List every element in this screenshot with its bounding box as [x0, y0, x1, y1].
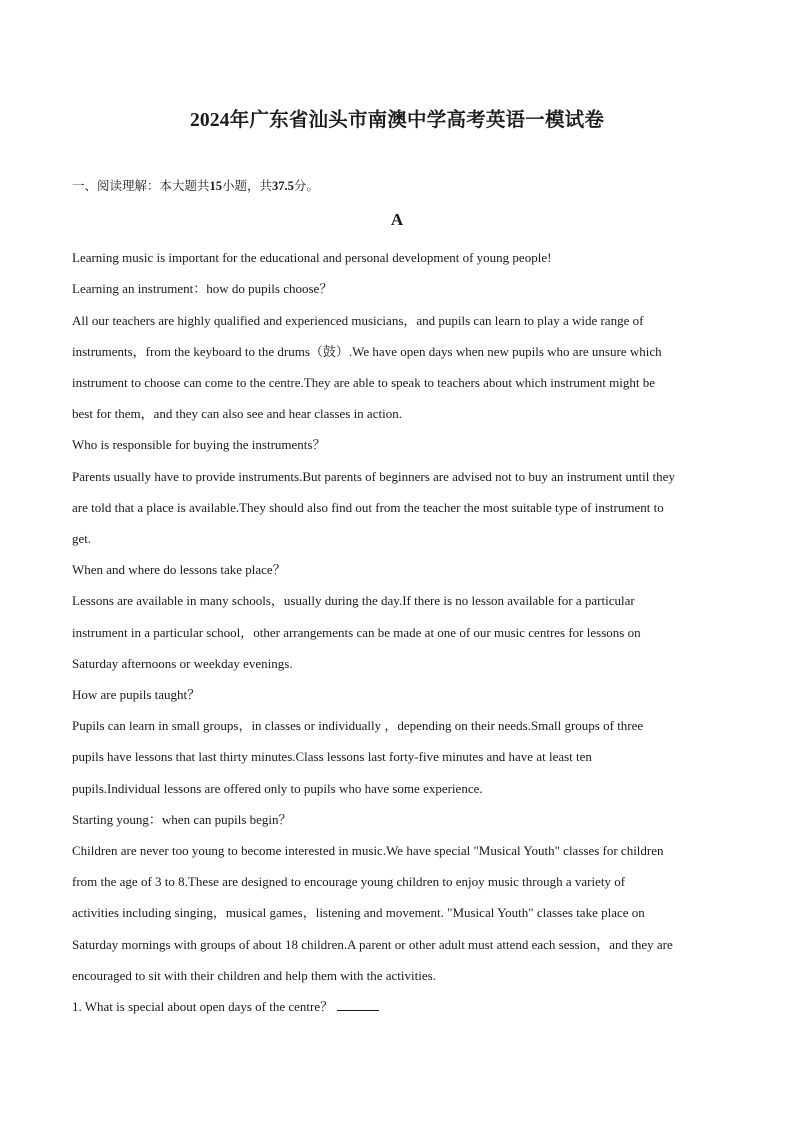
passage-line: Starting young：when can pupils begin？ [72, 812, 292, 827]
section-count: 15 [209, 179, 223, 193]
passage-line: instrument to choose can come to the centre.They are able to speak to teachers about which instrument might be [72, 375, 656, 390]
passage-line: encouraged to sit with their children and help them with the activities. [72, 968, 436, 983]
passage-line: instruments，from the keyboard to the drums（鼓）.We have open days when new pupils who are unsure which [72, 344, 662, 359]
passage-line: pupils have lessons that last thirty minutes.Class lessons last forty-five minutes and have at least ten [72, 749, 592, 764]
question-number: 1. [72, 999, 82, 1014]
passage-line: best for them，and they can also see and hear classes in action. [72, 406, 402, 421]
passage-line: Who is responsible for buying the instruments？ [72, 437, 326, 452]
passage-line: Parents usually have to provide instruments.But parents of beginners are advised not to buy an instrument until they [72, 469, 675, 484]
passage-line: Saturday afternoons or weekday evenings. [72, 656, 293, 671]
passage-line: Lessons are available in many schools，usually during the day.If there is no lesson available for a particular [72, 593, 635, 608]
passage-line: Children are never too young to become interested in music.We have special "Musical Youth" classes for children [72, 843, 664, 858]
passage-line: from the age of 3 to 8.These are designed to encourage young children to enjoy music through a variety of [72, 874, 626, 889]
question-text: What is special about open days of the centre？ [84, 999, 334, 1014]
passage-line: instrument in a particular school，other arrangements can be made at one of our music centres for lessons on [72, 625, 641, 640]
passage-line: Learning music is important for the educational and personal development of young people! [72, 250, 552, 265]
section-mid: 小题，共 [222, 179, 273, 193]
passage-line: activities including singing，musical games，listening and movement. "Musical Youth" classes take place on [72, 905, 645, 920]
passage-line: How are pupils taught？ [72, 687, 201, 702]
passage-line: Saturday mornings with groups of about 18 children.A parent or other adult must attend each session，and they are [72, 937, 673, 952]
answer-blank[interactable] [337, 998, 379, 1011]
passage-line: Learning an instrument：how do pupils choose？ [72, 281, 333, 296]
section-end: 分。 [293, 179, 319, 193]
question-1 [72, 998, 379, 1016]
passage-line: Pupils can learn in small groups，in classes or individually ，depending on their needs.Small groups of three [72, 718, 644, 733]
passage-line: When and where do lessons take place？ [72, 562, 286, 577]
passage-line: are told that a place is available.They should also find out from the teacher the most suitable type of instrument to [72, 500, 664, 515]
passage-line: get. [72, 531, 92, 546]
section-label: 一、阅读理解：本大题共 [72, 179, 210, 193]
passage-line: pupils.Individual lessons are offered only to pupils who have some experience. [72, 781, 483, 796]
passage-line: All our teachers are highly qualified and experienced musicians，and pupils can learn to play a wide range of [72, 313, 644, 328]
section-heading [72, 176, 319, 194]
passage-title: A [390, 210, 404, 229]
section-score: 37.5 [272, 179, 294, 193]
page-title: 2024年广东省汕头市南澳中学高考英语一模试卷 [189, 110, 605, 131]
